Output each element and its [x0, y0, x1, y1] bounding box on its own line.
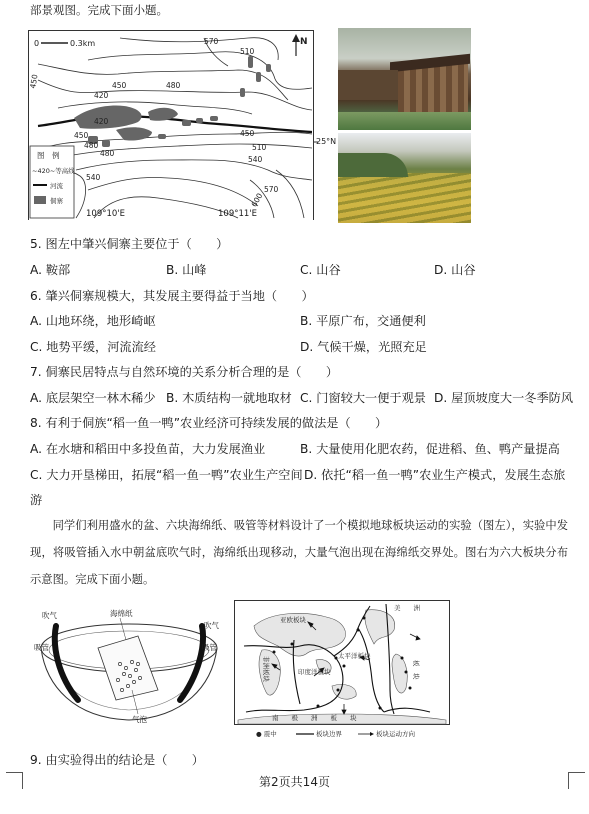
q5-option-d[interactable]: D. 山谷	[434, 263, 476, 277]
longitude-right: 109°11'E	[218, 209, 257, 219]
longitude-left: 109°10'E	[86, 209, 125, 219]
legend-epicenter: ● 震中	[256, 730, 277, 738]
contour-label-570a: 570	[204, 37, 219, 46]
contour-label-540a: 540	[248, 155, 263, 164]
q7-stem: 7. 侗寨民居特点与自然环境的关系分析合理的是（ ）	[30, 365, 339, 379]
legend-contour: ~420~等高线	[32, 167, 75, 175]
q8-option-b[interactable]: B. 大量使用化肥农药，促进稻、鱼、鸭产量提高	[300, 442, 560, 456]
legend-boundary: 板块边界	[316, 730, 342, 738]
village-photo	[338, 28, 471, 130]
contour-label-420a: 420	[94, 91, 109, 100]
q6-option-a[interactable]: A. 山地环绕，地形崎岖	[30, 314, 156, 328]
contour-label-450b: 450	[74, 131, 89, 140]
contour-label-450c: 450	[240, 129, 255, 138]
label-blow-left: 吹气	[42, 611, 57, 620]
intro-tail-text: 部景观图。完成下面小题。	[30, 3, 168, 17]
contour-label-540b: 540	[86, 173, 101, 182]
map-legend	[30, 146, 75, 218]
legend-river: 河流	[50, 182, 63, 190]
q7-option-b[interactable]: B. 木质结构一就地取材	[166, 391, 292, 405]
label-straw-right: 吸管	[202, 643, 217, 652]
label-indian-plate: 印度洋板块	[298, 668, 331, 676]
contour-map	[28, 30, 336, 220]
contour-label-480c: 480	[84, 141, 99, 150]
label-african-plate: 非洲板块	[262, 656, 270, 682]
contour-label-420b: 420	[94, 117, 109, 126]
label-plate-block: 板 块	[412, 660, 420, 680]
contour-label-480a: 480	[166, 81, 181, 90]
q5-stem: 5. 图左中肇兴侗寨主要位于（ ）	[30, 237, 229, 251]
q8-option-a[interactable]: A. 在水塘和稻田中多投鱼苗，大力发展渔业	[30, 442, 266, 456]
latitude-label: 25°N	[316, 137, 336, 146]
q5-option-a[interactable]: A. 鞍部	[30, 263, 71, 277]
q8-option-c[interactable]: C. 大力开垦梯田，拓展“稻一鱼一鸭”农业生产空间	[30, 468, 303, 482]
label-eurasian-plate: 亚欧板块	[280, 616, 306, 624]
q6-option-b[interactable]: B. 平原广布，交通便利	[300, 314, 426, 328]
q5-option-c[interactable]: C. 山谷	[300, 263, 341, 277]
q6-option-d[interactable]: D. 气候干燥，光照充足	[300, 340, 427, 354]
q9-stem: 9. 由实验得出的结论是（ ）	[30, 753, 204, 767]
label-straw-left: 吸管	[34, 643, 49, 652]
q8-option-d[interactable]: D. 依托“稻一鱼一鸭”农业生产模式，发展生态旅	[304, 468, 566, 482]
contour-label-450d: 450	[112, 81, 127, 90]
legend-village-swatch	[34, 196, 46, 204]
contour-label-510b: 510	[252, 143, 267, 152]
contour-label-450a: 450	[28, 73, 40, 90]
q6-option-c[interactable]: C. 地势平缓，河流流经	[30, 340, 156, 354]
terrace-photo	[338, 133, 471, 223]
scale-distance: 0.3km	[70, 39, 96, 48]
q8-option-d-continued: 游	[30, 493, 43, 507]
label-blow-right: 吹气	[204, 621, 219, 630]
north-label: N	[300, 37, 308, 47]
contour-label-600: 600	[249, 191, 265, 209]
label-antarctic-plate: 南 极 洲 板 块	[272, 714, 357, 722]
q6-stem: 6. 肇兴侗寨规模大，其发展主要得益于当地（ ）	[30, 289, 314, 303]
q7-option-d[interactable]: D. 屋顶坡度大一冬季防风	[434, 391, 574, 405]
q5-option-b[interactable]: B. 山峰	[166, 263, 207, 277]
experiment-diagram	[34, 606, 224, 726]
scale-zero: 0	[34, 39, 40, 48]
q7-option-c[interactable]: C. 门窗较大一便于观景	[300, 391, 426, 405]
legend-village: 侗寨	[50, 197, 63, 205]
label-sponge: 海绵纸	[110, 609, 133, 618]
label-american-plate: 美 洲	[394, 604, 420, 612]
q7-option-a[interactable]: A. 底层架空一林木稀少	[30, 391, 156, 405]
contour-label-510a: 510	[240, 47, 255, 56]
label-pacific-plate: 太平洋板块	[338, 652, 371, 660]
contour-label-480b: 480	[100, 149, 115, 158]
q8-stem: 8. 有利于侗族“稻一鱼一鸭”农业经济可持续发展的做法是（ ）	[30, 416, 388, 430]
contour-label-570b: 570	[264, 185, 279, 194]
legend-motion: 板块运动方向	[376, 730, 415, 738]
label-bubbles: 气泡	[132, 715, 147, 724]
passage-text: 同学们利用盛水的盆、六块海绵纸、吸管等材料设计了一个模拟地球板块运动的实验（图左），实验中发现，将吸管插入水中朝盆底吹气时，海绵纸出现移动，大量气泡出现在海绵纸交界处。图右为六大板块分布示意图。完成下面小题。	[30, 519, 568, 586]
plates-map	[234, 600, 450, 740]
page-footer: 第2页共14页	[259, 775, 330, 789]
legend-title: 图 例	[37, 151, 60, 160]
